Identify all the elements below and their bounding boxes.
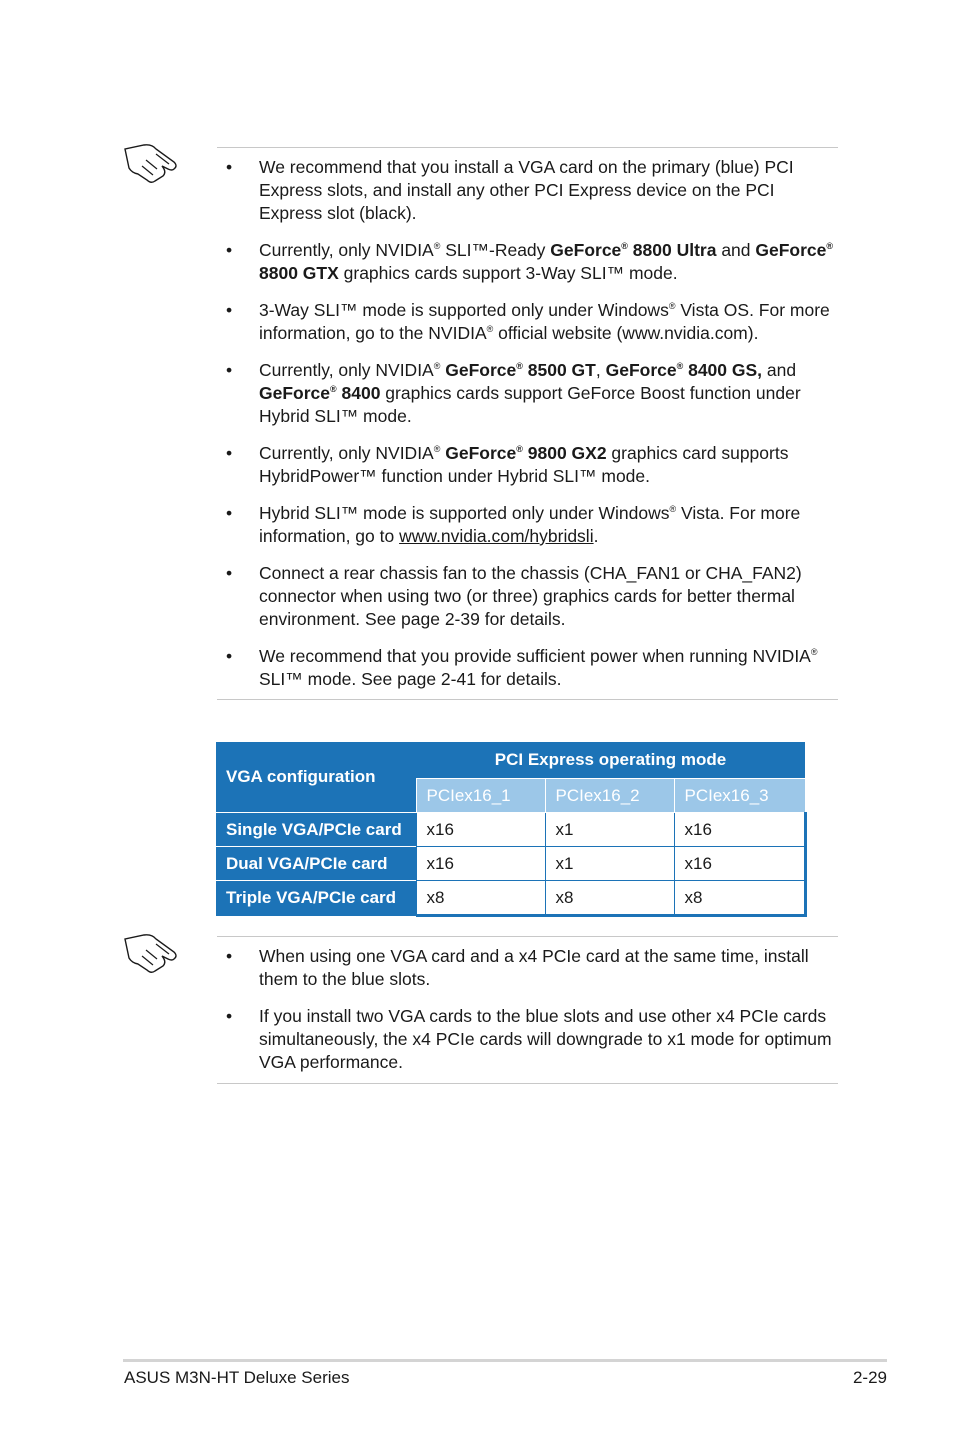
list-item [217, 359, 838, 428]
table-header-pcie-mode: PCI Express operating mode [416, 742, 805, 779]
list-item [217, 156, 838, 225]
list-item-text: Currently, only NVIDIA® GeForce® 8500 GT, GeForce® 8400 GS, and GeForce® 8400 graphics cards support GeForce Boost function under Hybrid SLI™ mode. [259, 360, 801, 426]
bullet: • [226, 1006, 233, 1026]
list-item-text: If you install two VGA cards to the blue slots and use other x4 PCIe cards simultaneously, the x4 PCIe cards will downgrade to x1 mode for optimum VGA performance. [259, 1006, 832, 1072]
table-subheader: PCIex16_3 [674, 779, 805, 813]
table-row [216, 881, 805, 916]
table-cell: x8 [545, 881, 674, 916]
vga-config-table [216, 742, 807, 917]
list-item [217, 502, 838, 548]
list-item-text: Currently, only NVIDIA® SLI™-Ready GeForce® 8800 Ultra and GeForce® 8800 GTX graphics cards support 3-Way SLI™ mode. [259, 240, 834, 283]
table-cell: x16 [416, 813, 545, 847]
list-item [217, 1005, 838, 1074]
table-cell: x16 [674, 813, 805, 847]
bullet: • [226, 646, 233, 666]
list-item [217, 945, 838, 991]
footer-divider [123, 1359, 887, 1362]
note-list [217, 945, 838, 1074]
table-row [216, 847, 805, 881]
table-cell: x1 [545, 813, 674, 847]
table-cell: x16 [674, 847, 805, 881]
list-item [217, 645, 838, 691]
bullet: • [226, 360, 233, 380]
note-box-sli [217, 147, 838, 700]
pointing-hand-icon [122, 140, 180, 184]
list-item-text: Currently, only NVIDIA® GeForce® 9800 GX2 graphics card supports HybridPower™ function under Hybrid SLI™ mode. [259, 443, 789, 486]
table-cell: x8 [674, 881, 805, 916]
list-item [217, 442, 838, 488]
list-item [217, 239, 838, 285]
table-header-vga-configuration: VGA configuration [216, 742, 416, 813]
row-label: Triple VGA/PCIe card [216, 881, 416, 916]
bullet: • [226, 503, 233, 523]
bullet: • [226, 563, 233, 583]
list-item [217, 562, 838, 631]
table-cell: x16 [416, 847, 545, 881]
list-item-text: We recommend that you provide sufficient power when running NVIDIA® SLI™ mode. See page 2-41 for details. [259, 646, 818, 689]
row-label: Dual VGA/PCIe card [216, 847, 416, 881]
list-item-text: We recommend that you install a VGA card on the primary (blue) PCI Express slots, and install any other PCI Express device on the PCI Express slot (black). [259, 157, 794, 223]
list-item-text: Hybrid SLI™ mode is supported only under Windows® Vista. For more information, go to www.nvidia.com/hybridsli. [259, 503, 801, 546]
list-item-text: Connect a rear chassis fan to the chassis (CHA_FAN1 or CHA_FAN2) connector when using two (or three) graphics cards for better thermal environment. See page 2-39 for details. [259, 563, 802, 629]
pointing-hand-icon [122, 930, 180, 974]
bullet: • [226, 443, 233, 463]
bullet: • [226, 240, 233, 260]
list-item-text: 3-Way SLI™ mode is supported only under Windows® Vista OS. For more information, go to the NVIDIA® official website (www.nvidia.com). [259, 300, 830, 343]
bullet: • [226, 946, 233, 966]
table-subheader: PCIex16_2 [545, 779, 674, 813]
table-cell: x1 [545, 847, 674, 881]
row-label: Single VGA/PCIe card [216, 813, 416, 847]
bullet: • [226, 300, 233, 320]
table-subheader: PCIex16_1 [416, 779, 545, 813]
bullet: • [226, 157, 233, 177]
list-item [217, 299, 838, 345]
note-list [217, 156, 838, 691]
table-cell: x8 [416, 881, 545, 916]
page-number: 2-29 [852, 1368, 887, 1387]
footer-title: ASUS M3N-HT Deluxe Series [124, 1368, 350, 1387]
note-box-pcie [217, 936, 838, 1084]
list-item-text: When using one VGA card and a x4 PCIe card at the same time, install them to the blue slots. [259, 946, 809, 989]
table-row [216, 813, 805, 847]
